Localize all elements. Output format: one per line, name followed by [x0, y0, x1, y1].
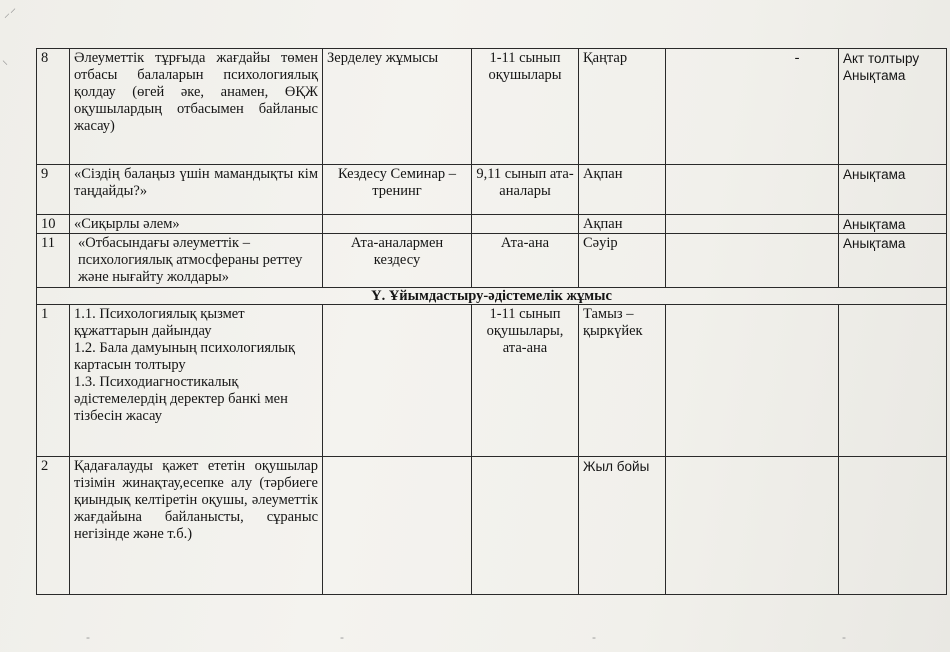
- bottom-mark: -: [86, 630, 90, 644]
- row-number: 1: [37, 305, 70, 457]
- activity-title: «Отбасындағы әлеуметтік – психологиялық атмосфераны реттеу және нығайту жолдары»: [70, 234, 323, 288]
- result: [839, 457, 947, 595]
- section-title: Ү. Ұйымдастыру-әдістемелік жұмыс: [37, 288, 947, 305]
- activity-form: [323, 215, 472, 234]
- margin-mark: ⸝⸍: [4, 6, 17, 20]
- table-row: [37, 234, 947, 288]
- participants: 1-11 сынып оқушылары: [472, 49, 579, 165]
- participants: 9,11 сынып ата-аналары: [472, 165, 579, 215]
- row-number: 2: [37, 457, 70, 595]
- table-row: [37, 165, 947, 215]
- activity-title: Қадағалауды қажет ететін оқушылар тізімін жинақтау,есепке алу (тәрбиеге қиындық келтіретін оқушы, әлеуметтік жағдайына байланысты, сұраныс негізінде және т.б.): [70, 457, 323, 595]
- activity-title: Әлеуметтік тұрғыда жағдайы төмен отбасы балаларын психологиялық қолдау (өгей әке, анамен, ӨҚЖ оқушылардың отбасымен байланыс жасау): [70, 49, 323, 165]
- responsible: [666, 457, 839, 595]
- bottom-mark: -: [592, 630, 596, 644]
- participants: 1-11 сынып оқушылары, ата-ана: [472, 305, 579, 457]
- section-header-row: [37, 288, 947, 305]
- bottom-mark: -: [340, 630, 344, 644]
- date: Ақпан: [579, 165, 666, 215]
- participants: Ата-ана: [472, 234, 579, 288]
- date: Сәуір: [579, 234, 666, 288]
- row-number: 9: [37, 165, 70, 215]
- result: Анықтама: [839, 215, 947, 234]
- row-number: 10: [37, 215, 70, 234]
- result: Анықтама: [839, 165, 947, 215]
- row-number: 8: [37, 49, 70, 165]
- work-plan-table: [36, 48, 947, 595]
- row-number: 11: [37, 234, 70, 288]
- activity-form: Кездесу Семинар –тренинг: [323, 165, 472, 215]
- responsible: [666, 305, 839, 457]
- date: Ақпан: [579, 215, 666, 234]
- participants: [472, 215, 579, 234]
- activity-form: Ата-аналармен кездесу: [323, 234, 472, 288]
- table-row: [37, 305, 947, 457]
- table-row: [37, 457, 947, 595]
- subitem-1-3: 1.3. Психодиагностикалық әдістемелердің деректер банкі мен тізбесін жасау: [74, 374, 288, 424]
- margin-mark: ⸌: [2, 58, 9, 72]
- responsible: [666, 234, 839, 288]
- date: Жыл бойы: [579, 457, 666, 595]
- activity-title: «Сиқырлы әлем»: [70, 215, 323, 234]
- activity-title: «Сіздің балаңыз үшін мамандықты кім таңдайды?»: [70, 165, 323, 215]
- result: Акт толтыру Анықтама: [839, 49, 947, 165]
- activity-form: [323, 457, 472, 595]
- responsible: [666, 215, 839, 234]
- table-row: [37, 215, 947, 234]
- activity-form: [323, 305, 472, 457]
- activity-form: Зерделеу жұмысы: [323, 49, 472, 165]
- subitem-1-2: 1.2. Бала дамуының психологиялық картасын толтыру: [74, 340, 296, 373]
- subitem-1-1: 1.1. Психологиялық қызмет құжаттарын дайындау: [74, 306, 245, 339]
- responsible: [666, 165, 839, 215]
- participants: [472, 457, 579, 595]
- date: Тамыз – қыркүйек: [579, 305, 666, 457]
- dash-mark: -: [794, 50, 800, 66]
- bottom-mark: -: [842, 630, 846, 644]
- responsible: [666, 49, 839, 165]
- date: Қаңтар: [579, 49, 666, 165]
- activity-title: [70, 305, 323, 457]
- table-row: [37, 49, 947, 165]
- result: [839, 305, 947, 457]
- result: Анықтама: [839, 234, 947, 288]
